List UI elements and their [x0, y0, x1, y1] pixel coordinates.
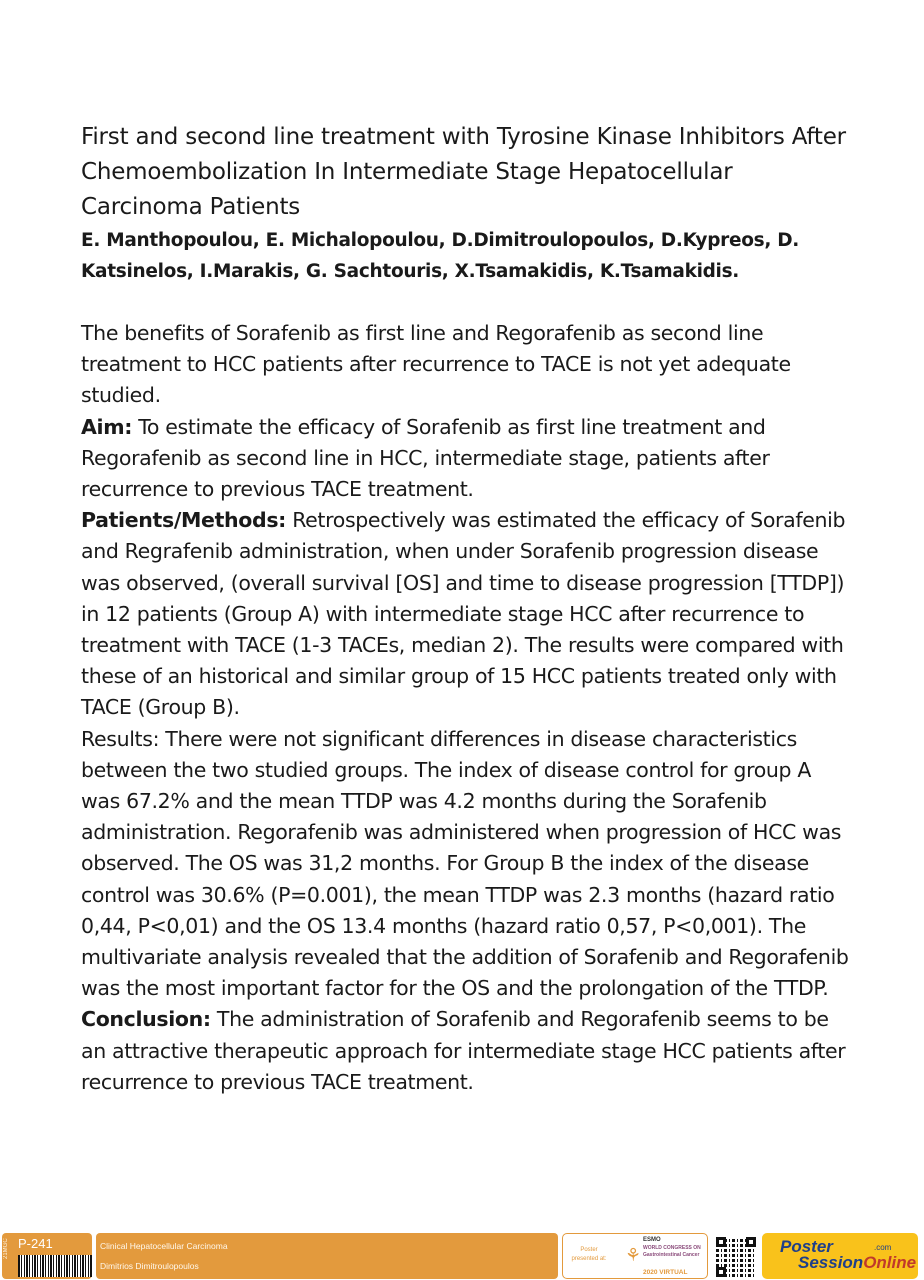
methods-text: Retrospectively was estimated the efficacy of Sorafenib and Regrafenib administration, when under Sorafenib progression disease was observed, (overall survival [OS] and time to disease progression [TTDP]) in 12 patients (Group A) with intermediate stage HCC after recurrence to treatment with TACE (1-3 TACEs, median 2). The results were compared with these of an historical and similar group of 15 HCC patients treated only with TACE (Group B). [81, 508, 846, 720]
poster-footer [0, 1232, 924, 1280]
congress-name: WORLD CONGRESS ON Gastrointestinal Cancer [643, 1245, 701, 1258]
conclusion-label: Conclusion: [81, 1007, 211, 1032]
paper-title: First and second line treatment with Tyrosine Kinase Inhibitors After Chemoembolization In Intermediate Stage Hepatocellular Carcinoma Patients [81, 124, 846, 220]
presenter-name: Dimitrios Dimitroulopoulos [100, 1261, 199, 1271]
barcode-icon [18, 1255, 92, 1277]
session-name: Clinical Hepatocellular Carcinoma [100, 1241, 228, 1251]
author-list: E. Manthopoulou, E. Michalopoulou, D.Dimitroulopoulos, D.Kypreos, D. Katsinelos, I.Marakis, G. Sachtouris, X.Tsamakidis, K.Tsamakidis. [81, 230, 799, 282]
session-info-box [96, 1233, 558, 1279]
postersessiononline-logo[interactable] [762, 1233, 918, 1279]
aim-label: Aim: [81, 414, 133, 439]
conclusion-text: The administration of Sorafenib and Regorafenib seems to be an attractive therapeutic approach for intermediate stage HCC patients after recurrence to previous TACE treatment. [81, 1007, 846, 1094]
abstract-body [81, 318, 851, 1098]
congress-edition: 2020 VIRTUAL [643, 1269, 688, 1276]
qr-finder-icon [716, 1237, 726, 1247]
logo-wordmark [780, 1239, 916, 1271]
aim-text: To estimate the efficacy of Sorafenib as first line treatment and Regorafenib as second line in HCC, intermediate stage, patients after recurrence to previous TACE treatment. [81, 414, 770, 502]
qr-finder-icon [716, 1267, 726, 1277]
results-paragraph: Results: There were not significant differences in disease characteristics between the two studied groups. The index of disease control for group A was 67.2% and the mean TTDP was 4.2 months during the Sorafenib administration. Regorafenib was administered when progression of HCC was observed. The OS was 31,2 months. For Group B the index of the disease control was 30.6% (P=0.001), the mean TTDP was 2.3 months (hazard ratio 0,44, P<0,01) and the OS 13.4 months (hazard ratio 0,57, P<0,001). The multivariate analysis revealed that the addition of Sorafenib and Regorafenib was the most important factor for the OS and the prolongation of the TTDP. [81, 726, 849, 1001]
qr-finder-icon [746, 1237, 756, 1247]
congress-badge [562, 1233, 708, 1279]
conclusion-paragraph [81, 1004, 851, 1098]
logo-part-poster: Poster [780, 1237, 833, 1256]
poster-id: P-241 [18, 1236, 53, 1251]
logo-line-2 [780, 1255, 916, 1271]
methods-label: Patients/Methods: [81, 508, 287, 533]
vertical-code: 21MGC [3, 1238, 9, 1260]
aim-paragraph [81, 412, 851, 506]
qr-code-icon[interactable] [716, 1237, 756, 1277]
poster-id-box [2, 1233, 92, 1279]
logo-part-session: Session [798, 1253, 864, 1272]
presented-at-label: Poster presented at: [571, 1247, 607, 1262]
methods-paragraph [81, 505, 851, 723]
intro-paragraph: The benefits of Sorafenib as first line and Regorafenib as second line treatment to HCC patients after recurrence to TACE is not yet adequate studied. [81, 321, 791, 408]
wheat-icon: ⚘ [625, 1245, 642, 1266]
abstract [81, 120, 851, 1098]
esmo-logo: ESMO [643, 1237, 661, 1243]
logo-part-online: Online [863, 1253, 917, 1272]
logo-domain: .com [874, 1243, 892, 1252]
